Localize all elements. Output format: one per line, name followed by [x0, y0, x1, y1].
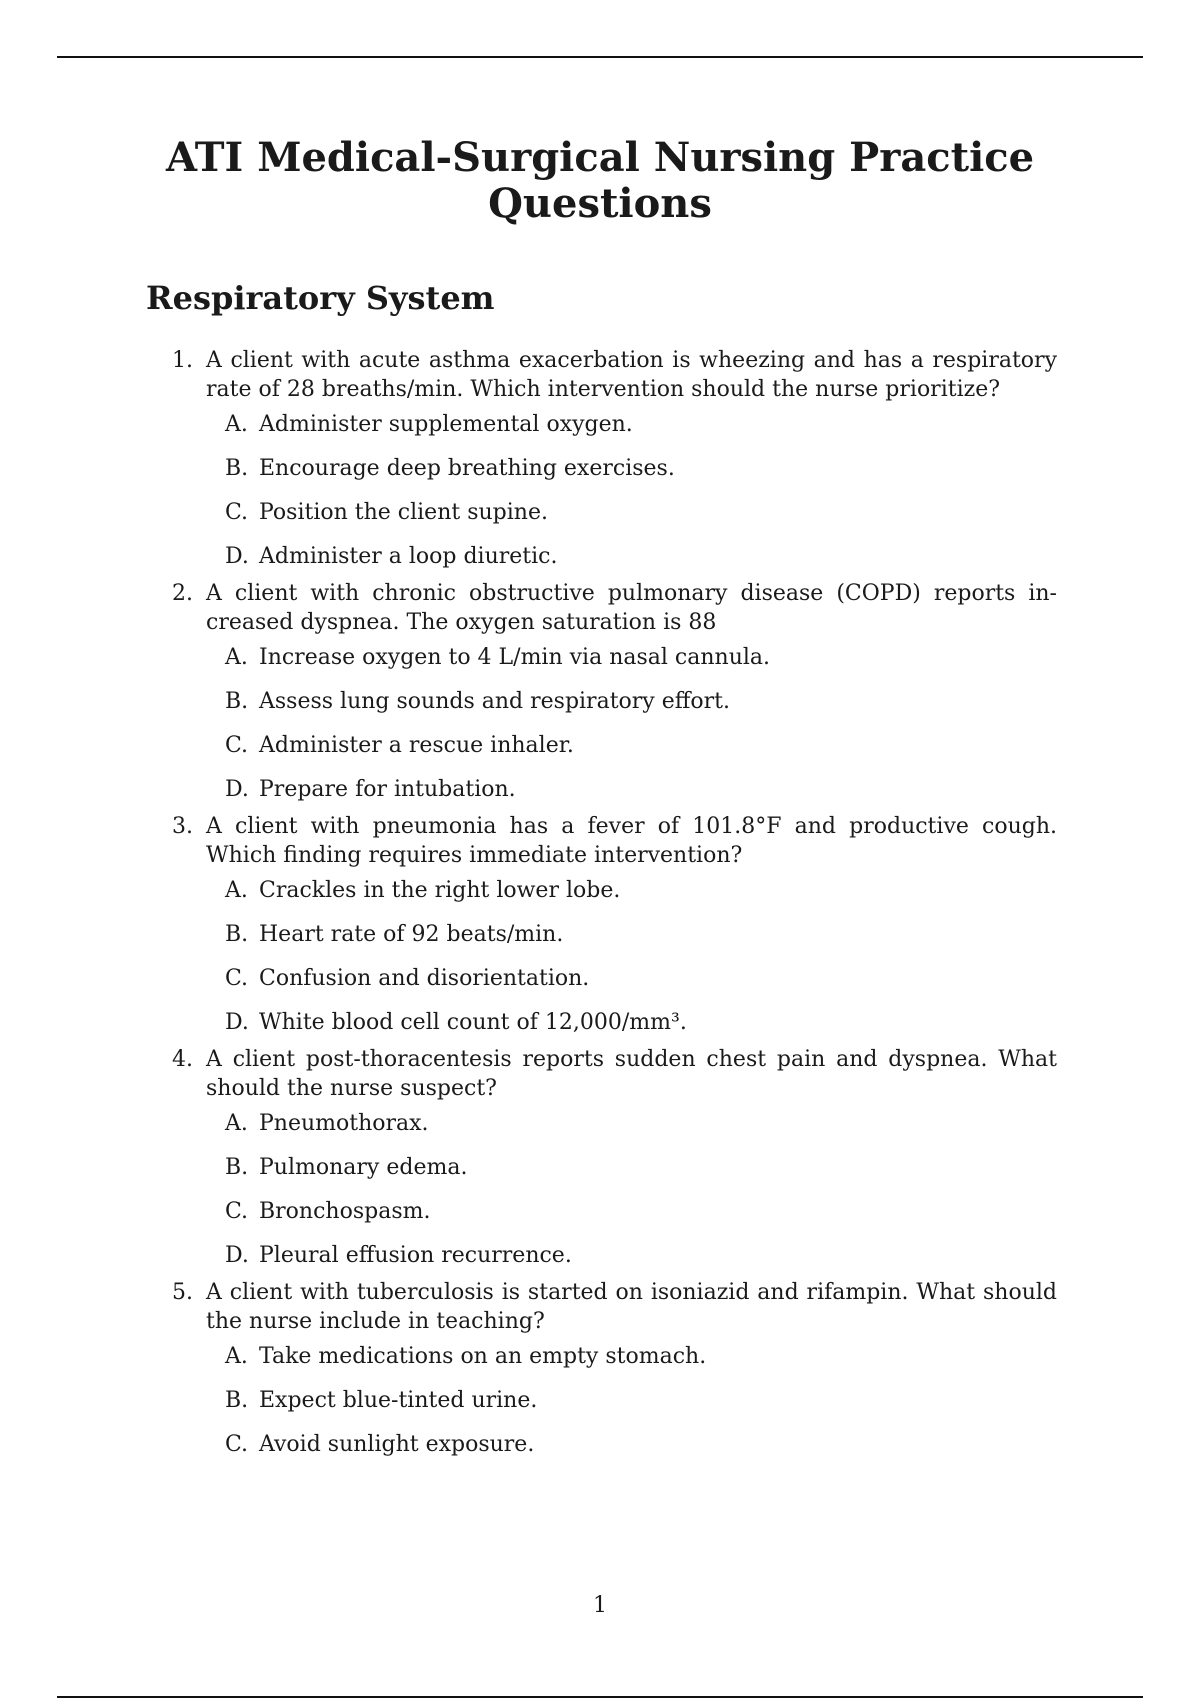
option-list [206, 410, 1057, 571]
option-item [225, 775, 1057, 804]
option-letter: B. [225, 922, 249, 947]
document-title: ATI Medical-Surgical Nursing Practice Questions [165, 134, 1035, 227]
option-item [225, 731, 1057, 760]
question-list [172, 346, 1057, 1467]
option-item [225, 1109, 1057, 1138]
option-letter: C. [225, 733, 249, 758]
option-item [225, 1153, 1057, 1182]
option-item [225, 1008, 1057, 1037]
option-letter: C. [225, 1432, 249, 1457]
question-number: 3. [172, 814, 193, 839]
option-letter: C. [225, 966, 249, 991]
option-text: Heart rate of 92 beats/min. [259, 922, 564, 947]
option-item [225, 498, 1057, 527]
option-item [225, 454, 1057, 483]
option-item [225, 1241, 1057, 1270]
option-letter: D. [225, 544, 249, 569]
option-text: Expect blue-tinted urine. [259, 1388, 538, 1413]
question-number: 4. [172, 1047, 193, 1072]
question-stem: A client with tuberculosis is started on isoniazid and rifampin. What should the nurse include in teaching? [206, 1280, 1057, 1334]
option-list [206, 643, 1057, 804]
question-2 [172, 579, 1057, 804]
option-letter: A. [225, 412, 248, 437]
option-letter: B. [225, 1388, 249, 1413]
option-text: Increase oxygen to 4 L/min via nasal cannula. [259, 645, 771, 670]
section-heading: Respiratory System [146, 279, 495, 317]
option-letter: A. [225, 1111, 248, 1136]
option-item [225, 1197, 1057, 1226]
option-text: Pulmonary edema. [259, 1155, 468, 1180]
option-letter: B. [225, 456, 249, 481]
option-list [206, 1342, 1057, 1459]
option-text: Encourage deep breathing exercises. [259, 456, 675, 481]
footer-rule [57, 1696, 1143, 1698]
option-letter: D. [225, 1243, 249, 1268]
question-5 [172, 1278, 1057, 1459]
question-number: 5. [172, 1280, 193, 1305]
option-letter: A. [225, 1344, 248, 1369]
option-letter: A. [225, 878, 248, 903]
page-number: 1 [593, 1593, 607, 1618]
question-stem: A client post-thoracentesis reports sudden chest pain and dyspnea. What should the nurse suspect? [206, 1047, 1057, 1101]
question-number: 1. [172, 348, 193, 373]
option-text: Administer a loop diuretic. [259, 544, 558, 569]
question-number: 2. [172, 581, 193, 606]
option-text: Prepare for intubation. [259, 777, 516, 802]
question-stem: A client with pneumonia has a fever of 101.8°F and productive cough. Which finding requires immediate intervention? [206, 814, 1057, 868]
option-text: Administer supplemental oxygen. [259, 412, 633, 437]
option-letter: B. [225, 689, 249, 714]
option-text: Pleural effusion recurrence. [259, 1243, 572, 1268]
option-text: Crackles in the right lower lobe. [259, 878, 621, 903]
question-1 [172, 346, 1057, 571]
option-text: Take medications on an empty stomach. [259, 1344, 707, 1369]
option-list [206, 1109, 1057, 1270]
option-text: Assess lung sounds and respiratory effort. [259, 689, 730, 714]
option-item [225, 1386, 1057, 1415]
option-letter: D. [225, 777, 249, 802]
option-text: Avoid sunlight exposure. [259, 1432, 535, 1457]
option-text: Administer a rescue inhaler. [259, 733, 574, 758]
option-item [225, 964, 1057, 993]
option-text: Bronchospasm. [259, 1199, 431, 1224]
header-rule [57, 56, 1143, 58]
option-item [225, 1430, 1057, 1459]
option-text: Confusion and disorientation. [259, 966, 590, 991]
option-list [206, 876, 1057, 1037]
option-text: Position the client supine. [259, 500, 548, 525]
question-3 [172, 812, 1057, 1037]
question-4 [172, 1045, 1057, 1270]
option-letter: D. [225, 1010, 249, 1035]
option-text: White blood cell count of 12,000/mm³. [259, 1010, 687, 1035]
question-stem: A client with acute asthma exacerbation is wheezing and has a respiratory rate of 28 breaths/min. Which intervention should the nurse prioritize? [206, 348, 1057, 402]
option-letter: C. [225, 1199, 249, 1224]
option-item [225, 410, 1057, 439]
option-text: Pneumothorax. [259, 1111, 429, 1136]
option-item [225, 1342, 1057, 1371]
option-item [225, 876, 1057, 905]
option-letter: C. [225, 500, 249, 525]
option-item [225, 643, 1057, 672]
question-stem: A client with chronic obstructive pulmonary disease (COPD) reports in-creased dyspnea. The oxygen saturation is 88 [206, 581, 1057, 635]
option-item [225, 920, 1057, 949]
option-item [225, 542, 1057, 571]
option-item [225, 687, 1057, 716]
option-letter: A. [225, 645, 248, 670]
option-letter: B. [225, 1155, 249, 1180]
